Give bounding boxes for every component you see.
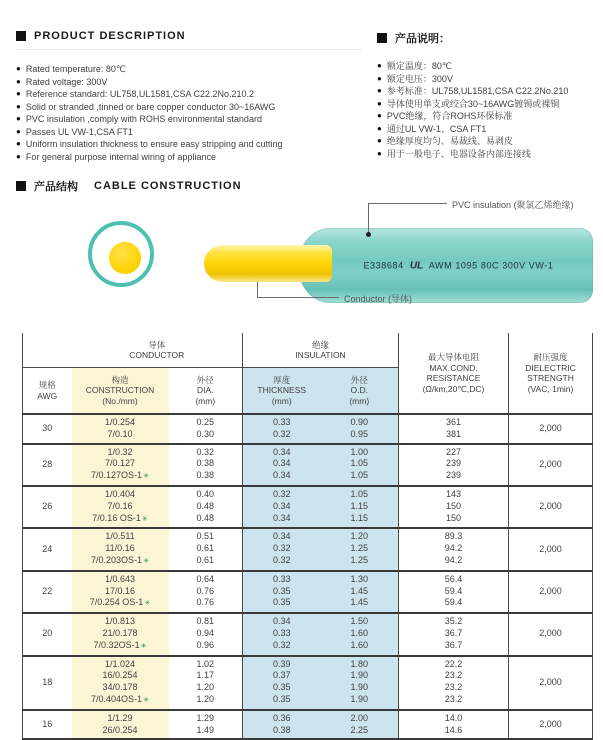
bullet-item [16, 76, 372, 89]
header-resistance: 最大导体电阻 MAX.COND. RESISTANCE (Ω/km,20℃,DC) [399, 333, 509, 414]
spec-row-awg-18 [23, 656, 593, 710]
bullet-text: 用于一般电子、电器设备内部连接线 [386, 148, 531, 159]
bullet-item [16, 126, 372, 139]
cell-thickness: 0.34 0.32 0.32 [243, 528, 321, 570]
header-awg-spacer [23, 333, 72, 368]
bullet-icon: ● [377, 86, 382, 95]
section-square-icon [377, 33, 387, 43]
conductor-core-circle [109, 242, 141, 274]
product-description-title [16, 30, 372, 42]
cell-construction: 1/0.643 17/0.16 7/0.254 OS-1✳ [72, 571, 169, 613]
leader-line [257, 297, 339, 298]
cell-dielectric: 2,000 [509, 710, 593, 740]
bullet-item [16, 101, 372, 114]
spec-row-awg-24 [23, 528, 593, 570]
cell-thickness: 0.34 0.33 0.32 [243, 613, 321, 655]
cell-awg: 18 [23, 656, 72, 710]
cell-resistance: 56.4 59.4 59.4 [399, 571, 509, 613]
cell-thickness: 0.33 0.35 0.35 [243, 571, 321, 613]
cell-construction: 1/1.024 16/0.254 34/0.178 7/0.404OS-1✳ [72, 656, 169, 710]
bullet-text: For general purpose internal wiring of appliance [25, 151, 216, 162]
leader-line [368, 203, 447, 204]
footnote-asterisk: ✳ [143, 473, 149, 481]
product-description-zh-section [377, 30, 603, 160]
spec-row-awg-26 [23, 486, 593, 528]
header-thickness: 厚度 THICKNESS (mm) [243, 368, 321, 415]
cell-awg: 28 [23, 444, 72, 486]
cell-od: 1.30 1.45 1.45 [321, 571, 399, 613]
bullet-text: 绝缘厚度均匀、易裁线、易剥皮 [386, 136, 513, 146]
header-construction: 构造 CONSTRUCTION (No./mm) [72, 368, 169, 415]
cell-resistance: 143 150 150 [399, 486, 509, 528]
header-group-insulation: 绝缘 INSULATION [243, 333, 399, 368]
bullet-icon: ● [16, 101, 21, 111]
cell-resistance: 14.0 14.6 [399, 710, 509, 740]
header-group-conductor: 导体 CONDUCTOR [72, 333, 243, 368]
cell-od: 1.80 1.90 1.90 1.90 [321, 656, 399, 710]
cell-construction: 1/0.32 7/0.127 7/0.127OS-1✳ [72, 444, 169, 486]
bullet-item [377, 110, 603, 123]
bullet-item [16, 88, 372, 101]
cell-dia: 0.32 0.38 0.38 [169, 444, 243, 486]
cell-dielectric: 2,000 [509, 444, 593, 486]
header-awg: 规格 AWG [37, 380, 58, 401]
bullet-icon: ● [16, 151, 21, 161]
bullet-icon: ● [377, 98, 382, 108]
bullet-text: Rated temperature: 80℃ [25, 64, 127, 74]
bullet-icon: ● [377, 61, 382, 70]
product-description-zh-title [377, 30, 603, 46]
bullet-text: Solid or stranded ,tinned or bare copper conductor 30~16AWG [25, 101, 276, 112]
section-title-en: CABLE CONSTRUCTION [94, 180, 242, 192]
bullet-item [16, 113, 372, 126]
product-description-list [16, 63, 372, 163]
spec-row-awg-28 [23, 444, 593, 486]
cell-dielectric: 2,000 [509, 414, 593, 444]
cell-dielectric: 2,000 [509, 486, 593, 528]
cell-construction: 1/0.511 11/0.16 7/0.203OS-1✳ [72, 528, 169, 570]
bullet-text: 额定温度：80℃ [386, 61, 452, 71]
cell-awg: 30 [23, 414, 72, 444]
footnote-asterisk: ✳ [140, 642, 147, 650]
footnote-asterisk: ✳ [141, 515, 148, 523]
ul-logo-icon: UL [409, 260, 424, 271]
section-title-text: 产品说明： [395, 33, 450, 45]
bullet-text: 额定电压：300V [386, 73, 453, 84]
cable-insulation-body [298, 228, 593, 303]
cable-print-text [332, 260, 585, 271]
bullet-item [16, 151, 372, 164]
footnote-asterisk: ✳ [144, 600, 151, 608]
cable-cert-number: E338684 [363, 260, 404, 270]
bullet-item [377, 60, 603, 73]
bullet-item [377, 123, 603, 136]
bullet-item [377, 85, 603, 98]
cell-thickness: 0.34 0.34 0.34 [243, 444, 321, 486]
cell-dielectric: 2,000 [509, 571, 593, 613]
product-description-section [16, 30, 372, 163]
cell-resistance: 89.3 94.2 94.2 [399, 528, 509, 570]
bullet-icon: ● [377, 73, 382, 83]
bullet-item [377, 135, 603, 148]
cell-dielectric: 2,000 [509, 656, 593, 710]
cable-construction-title [16, 178, 242, 194]
cell-construction: 1/0.404 7/0.16 7/0.16 OS-1✳ [72, 486, 169, 528]
spec-row-awg-30 [23, 414, 593, 444]
cell-od: 0.90 0.95 [321, 414, 399, 444]
spec-row-awg-20 [23, 613, 593, 655]
section-title-text: PRODUCT DESCRIPTION [34, 30, 186, 42]
bullet-item [16, 63, 372, 76]
cell-dia: 1.29 1.49 [169, 710, 243, 740]
header-dielectric: 耐压强度 DIELECTRIC STRENGTH (VAC, 1min) [525, 352, 576, 394]
cell-od: 1.05 1.15 1.15 [321, 486, 399, 528]
bullet-icon: ● [377, 136, 382, 145]
cell-od: 1.50 1.60 1.60 [321, 613, 399, 655]
bullet-item [16, 138, 372, 151]
bullet-item [377, 148, 603, 161]
cell-dia: 0.64 0.76 0.76 [169, 571, 243, 613]
conductor-rod [204, 245, 332, 282]
spec-row-awg-22 [23, 571, 593, 613]
spec-row-awg-16 [23, 710, 593, 740]
header-od: 外径 O.D. (mm) [321, 368, 399, 415]
cell-dia: 0.40 0.48 0.48 [169, 486, 243, 528]
leader-line [368, 203, 369, 234]
cell-construction: 1/0.813 21/0.178 7/0.32OS-1✳ [72, 613, 169, 655]
bullet-item [377, 73, 603, 86]
bullet-text: Reference standard: UL758,UL1581,CSA C22.2No.210.2 [25, 89, 254, 99]
cell-construction: 1/0.254 7/0.10 [72, 414, 169, 444]
bullet-icon: ● [16, 64, 21, 73]
bullet-item [377, 98, 603, 111]
cell-resistance: 227 239 239 [399, 444, 509, 486]
bullet-icon: ● [377, 123, 382, 133]
bullet-text: Passes UL VW-1,CSA FT1 [25, 126, 133, 137]
bullet-icon: ● [16, 139, 21, 148]
bullet-text: Uniform insulation thickness to ensure easy stripping and cutting [25, 139, 283, 149]
cell-od: 1.20 1.25 1.25 [321, 528, 399, 570]
cell-awg: 24 [23, 528, 72, 570]
section-square-icon [16, 31, 26, 41]
bullet-icon: ● [377, 111, 382, 120]
bullet-text: Rated voltage: 300V [25, 76, 108, 87]
bullet-text: PVC绝缘，符合ROHS环保标准 [386, 111, 513, 121]
cell-thickness: 0.32 0.34 0.34 [243, 486, 321, 528]
bullet-icon: ● [16, 126, 21, 136]
cell-thickness: 0.33 0.32 [243, 414, 321, 444]
cell-od: 2.00 2.25 [321, 710, 399, 740]
cell-awg: 16 [23, 710, 72, 740]
cell-resistance: 361 381 [399, 414, 509, 444]
cell-dia: 1.02 1.17 1.20 1.20 [169, 656, 243, 710]
bullet-icon: ● [16, 76, 21, 86]
cell-awg: 22 [23, 571, 72, 613]
footnote-asterisk: ✳ [143, 557, 149, 565]
cell-dia: 0.51 0.61 0.61 [169, 528, 243, 570]
cell-dia: 0.81 0.94 0.96 [169, 613, 243, 655]
product-description-zh-list [377, 60, 603, 160]
bullet-text: PVC insulation ,comply with ROHS environmental standard [25, 114, 262, 124]
cell-awg: 20 [23, 613, 72, 655]
cable-spec-text: AWM 1095 80C 300V VW-1 [428, 260, 554, 270]
cell-construction: 1/1.29 26/0.254 [72, 710, 169, 740]
bullet-icon: ● [16, 114, 21, 123]
cell-od: 1.00 1.05 1.05 [321, 444, 399, 486]
cell-resistance: 35.2 36.7 36.7 [399, 613, 509, 655]
spec-table [22, 333, 593, 740]
section-title-zh: 产品结构 [34, 181, 78, 193]
cell-thickness: 0.36 0.38 [243, 710, 321, 740]
bullet-icon: ● [16, 89, 21, 98]
bullet-text: 通过UL VW-1、CSA FT1 [386, 123, 487, 134]
title-divider [16, 49, 361, 50]
section-square-icon [16, 181, 26, 191]
cell-dielectric: 2,000 [509, 528, 593, 570]
leader-dot [366, 232, 371, 237]
bullet-text: 导体使用单支或绞合30~16AWG镀锡或裸铜 [386, 98, 560, 109]
cell-awg: 26 [23, 486, 72, 528]
header-dia: 外径 DIA. (mm) [169, 368, 243, 415]
cable-cross-section [88, 221, 154, 287]
bullet-text: 参考标准：UL758,UL1581,CSA C22.2No.210 [386, 86, 569, 96]
spec-table-header [23, 333, 593, 414]
bullet-icon: ● [377, 148, 382, 158]
cell-thickness: 0.39 0.37 0.35 0.35 [243, 656, 321, 710]
cell-resistance: 22.2 23.2 23.2 23.2 [399, 656, 509, 710]
cell-dielectric: 2,000 [509, 613, 593, 655]
cable-construction-section [0, 178, 603, 328]
footnote-asterisk: ✳ [143, 696, 149, 704]
spec-table-body [23, 414, 593, 739]
insulation-label: PVC insulation (聚氯乙烯绝缘) [452, 200, 574, 210]
cell-dia: 0.25 0.30 [169, 414, 243, 444]
conductor-label: Conductor (导体) [344, 294, 413, 304]
